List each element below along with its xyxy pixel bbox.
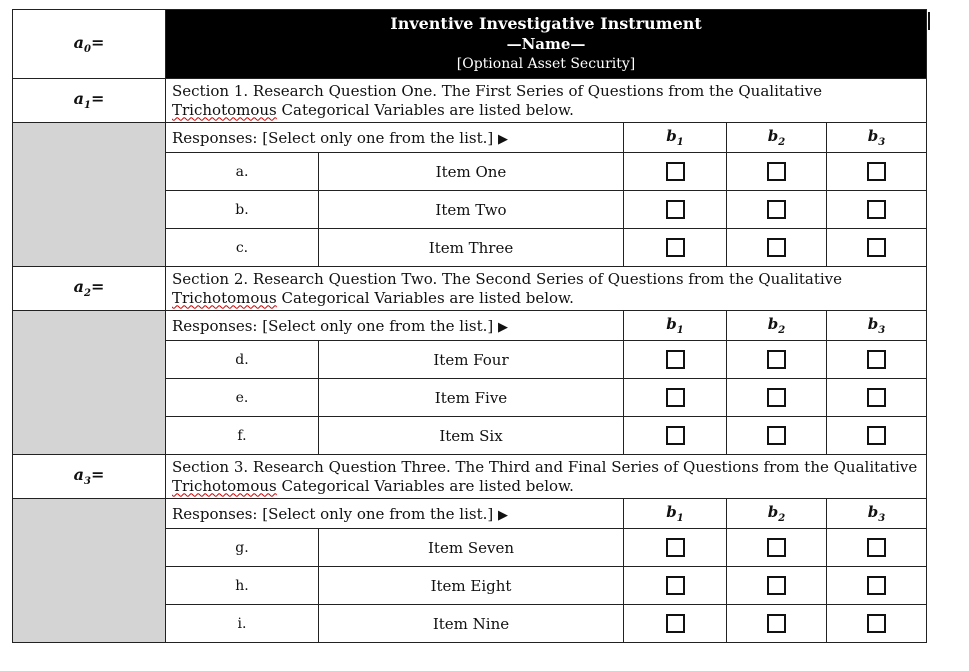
item-label: Item Seven [319,529,624,567]
checkbox-b3[interactable] [867,350,886,369]
checkbox-b2[interactable] [767,162,786,181]
cell-b3 [827,529,927,567]
spellcheck-word: Trichotomous [172,476,277,495]
cell-b3 [827,567,927,605]
column-header-b3: $b_3$ [827,499,927,529]
checkbox-b2[interactable] [767,426,786,445]
cell-b1 [624,567,727,605]
spellcheck-word: Trichotomous [172,100,277,119]
item-letter: c. [166,229,319,267]
cell-b3 [827,229,927,267]
instrument-name: —Name— [506,35,586,53]
cell-b2 [727,229,827,267]
cell-b1 [624,191,727,229]
item-label: Item Nine [319,605,624,643]
checkbox-b1[interactable] [666,426,685,445]
gray-spacer [13,311,166,455]
checkbox-b1[interactable] [666,538,685,557]
checkbox-b2[interactable] [767,350,786,369]
cell-b2 [727,529,827,567]
item-letter: f. [166,417,319,455]
item-letter: i. [166,605,319,643]
cell-b2 [727,605,827,643]
checkbox-b2[interactable] [767,238,786,257]
cell-b3 [827,191,927,229]
section-a-label: $a_2=$ [13,267,166,311]
section-row [13,455,927,499]
column-header-b2: $b_2$ [727,123,827,153]
checkbox-b3[interactable] [867,614,886,633]
section-description: Section 1. Research Question One. The First Series of Questions from the Qualitative Trichotomous Categorical Variables are listed below. [166,79,927,123]
header-row [13,10,927,79]
responses-label: Responses: [Select only one from the list.] ▶ [166,499,624,529]
responses-label: Responses: [Select only one from the list.] ▶ [166,311,624,341]
checkbox-b1[interactable] [666,576,685,595]
page-edge-mark [928,12,930,30]
column-header-b3: $b_3$ [827,311,927,341]
section-a-label: $a_1=$ [13,79,166,123]
checkbox-b1[interactable] [666,162,685,181]
responses-label: Responses: [Select only one from the list.] ▶ [166,123,624,153]
checkbox-b3[interactable] [867,238,886,257]
item-label: Item One [319,153,624,191]
cell-b2 [727,341,827,379]
gray-spacer [13,123,166,267]
section-row [13,79,927,123]
section-description: Section 2. Research Question Two. The Second Series of Questions from the Qualitative Trichotomous Categorical Variables are listed below. [166,267,927,311]
cell-b1 [624,417,727,455]
section-a-label: $a_3=$ [13,455,166,499]
checkbox-b1[interactable] [666,350,685,369]
instrument-title: Inventive Investigative Instrument [390,14,702,33]
column-header-b3: $b_3$ [827,123,927,153]
cell-b1 [624,605,727,643]
cell-b3 [827,605,927,643]
item-label: Item Two [319,191,624,229]
responses-header-row [13,311,927,341]
cell-b1 [624,153,727,191]
item-letter: h. [166,567,319,605]
instrument-header [166,10,927,79]
section-row [13,267,927,311]
cell-b3 [827,417,927,455]
item-letter: e. [166,379,319,417]
column-header-b1: $b_1$ [624,123,727,153]
checkbox-b3[interactable] [867,426,886,445]
checkbox-b2[interactable] [767,614,786,633]
item-label: Item Three [319,229,624,267]
asset-security: [Optional Asset Security] [456,56,636,72]
cell-b1 [624,229,727,267]
cell-b1 [624,529,727,567]
checkbox-b1[interactable] [666,614,685,633]
cell-b3 [827,379,927,417]
play-arrow-icon: ▶ [498,507,508,523]
checkbox-b2[interactable] [767,576,786,595]
checkbox-b2[interactable] [767,200,786,219]
column-header-b1: $b_1$ [624,311,727,341]
checkbox-b2[interactable] [767,388,786,407]
cell-b2 [727,567,827,605]
item-label: Item Five [319,379,624,417]
checkbox-b3[interactable] [867,538,886,557]
checkbox-b1[interactable] [666,238,685,257]
a0-label: $a_0=$ [13,10,166,79]
checkbox-b3[interactable] [867,162,886,181]
cell-b2 [727,153,827,191]
cell-b2 [727,417,827,455]
item-label: Item Four [319,341,624,379]
checkbox-b2[interactable] [767,538,786,557]
checkbox-b3[interactable] [867,388,886,407]
item-letter: g. [166,529,319,567]
play-arrow-icon: ▶ [498,319,508,335]
cell-b1 [624,379,727,417]
item-label: Item Six [319,417,624,455]
item-letter: d. [166,341,319,379]
item-letter: a. [166,153,319,191]
spellcheck-word: Trichotomous [172,288,277,307]
checkbox-b1[interactable] [666,200,685,219]
cell-b2 [727,191,827,229]
column-header-b2: $b_2$ [727,311,827,341]
column-header-b2: $b_2$ [727,499,827,529]
instrument-table [12,9,927,643]
survey-instrument [12,9,926,643]
section-description: Section 3. Research Question Three. The Third and Final Series of Questions from the Qualitative Trichotomous Categorical Variables are listed below. [166,455,927,499]
checkbox-b3[interactable] [867,200,886,219]
play-arrow-icon: ▶ [498,131,508,147]
responses-header-row [13,123,927,153]
item-label: Item Eight [319,567,624,605]
gray-spacer [13,499,166,643]
cell-b1 [624,341,727,379]
responses-header-row [13,499,927,529]
item-letter: b. [166,191,319,229]
checkbox-b3[interactable] [867,576,886,595]
column-header-b1: $b_1$ [624,499,727,529]
checkbox-b1[interactable] [666,388,685,407]
cell-b2 [727,379,827,417]
cell-b3 [827,341,927,379]
cell-b3 [827,153,927,191]
